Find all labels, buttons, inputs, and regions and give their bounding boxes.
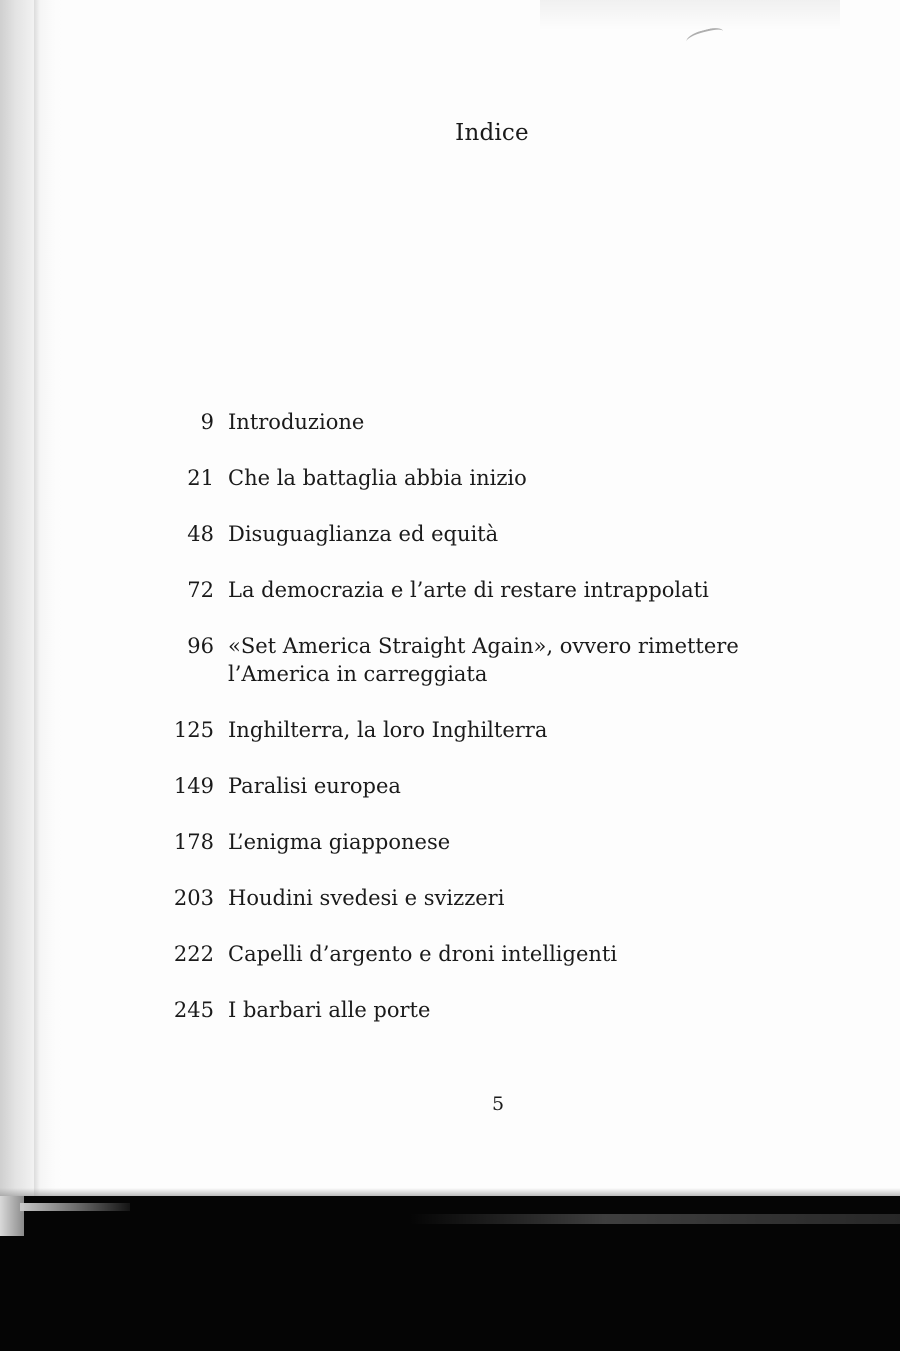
binding-line [34, 0, 40, 1200]
toc-entry [150, 464, 850, 492]
scanner-streak [20, 1203, 130, 1211]
toc-chapter-title: L’enigma giapponese [228, 830, 451, 854]
toc-entry [150, 408, 850, 436]
toc-chapter-title: Disuguaglianza ed equità [228, 522, 499, 546]
toc-page-number: 178 [173, 830, 214, 854]
table-of-contents [150, 408, 850, 1052]
folio-page-number: 5 [491, 1093, 505, 1115]
toc-chapter-title: Capelli d’argento e droni intelligenti [228, 942, 618, 966]
toc-entry [150, 828, 850, 856]
toc-page-number: 96 [187, 634, 214, 658]
page-title: Indice [455, 120, 529, 146]
toc-entry [150, 632, 850, 688]
toc-entry [150, 576, 850, 604]
toc-page-number: 125 [173, 718, 214, 742]
toc-page-number: 72 [187, 578, 214, 602]
toc-page-number: 203 [173, 886, 214, 910]
toc-page-number: 245 [173, 998, 214, 1022]
toc-chapter-title: Paralisi europea [228, 774, 401, 798]
toc-chapter-title: Inghilterra, la loro Inghilterra [228, 718, 548, 742]
binding-shadow [0, 0, 62, 1200]
toc-chapter-title: I barbari alle porte [228, 998, 431, 1022]
toc-chapter-title: Houdini svedesi e svizzeri [228, 886, 505, 910]
toc-entry [150, 940, 850, 968]
toc-page-number: 222 [173, 942, 214, 966]
toc-entry [150, 884, 850, 912]
toc-chapter-title: Che la battaglia abbia inizio [228, 466, 527, 490]
toc-page-number: 149 [173, 774, 214, 798]
toc-chapter-title: «Set America Straight Again», ovvero rimettere l’America in carreggiata [228, 634, 739, 686]
toc-page-number: 9 [200, 410, 214, 434]
toc-chapter-title: Introduzione [228, 410, 365, 434]
toc-page-number: 21 [187, 466, 214, 490]
show-through [540, 0, 840, 30]
toc-entry [150, 716, 850, 744]
toc-entry [150, 772, 850, 800]
toc-entry [150, 996, 850, 1024]
toc-entry [150, 520, 850, 548]
scanner-streak [410, 1214, 900, 1224]
toc-page-number: 48 [187, 522, 214, 546]
scanner-corner [0, 1196, 24, 1236]
toc-chapter-title: La democrazia e l’arte di restare intrappolati [228, 578, 709, 602]
